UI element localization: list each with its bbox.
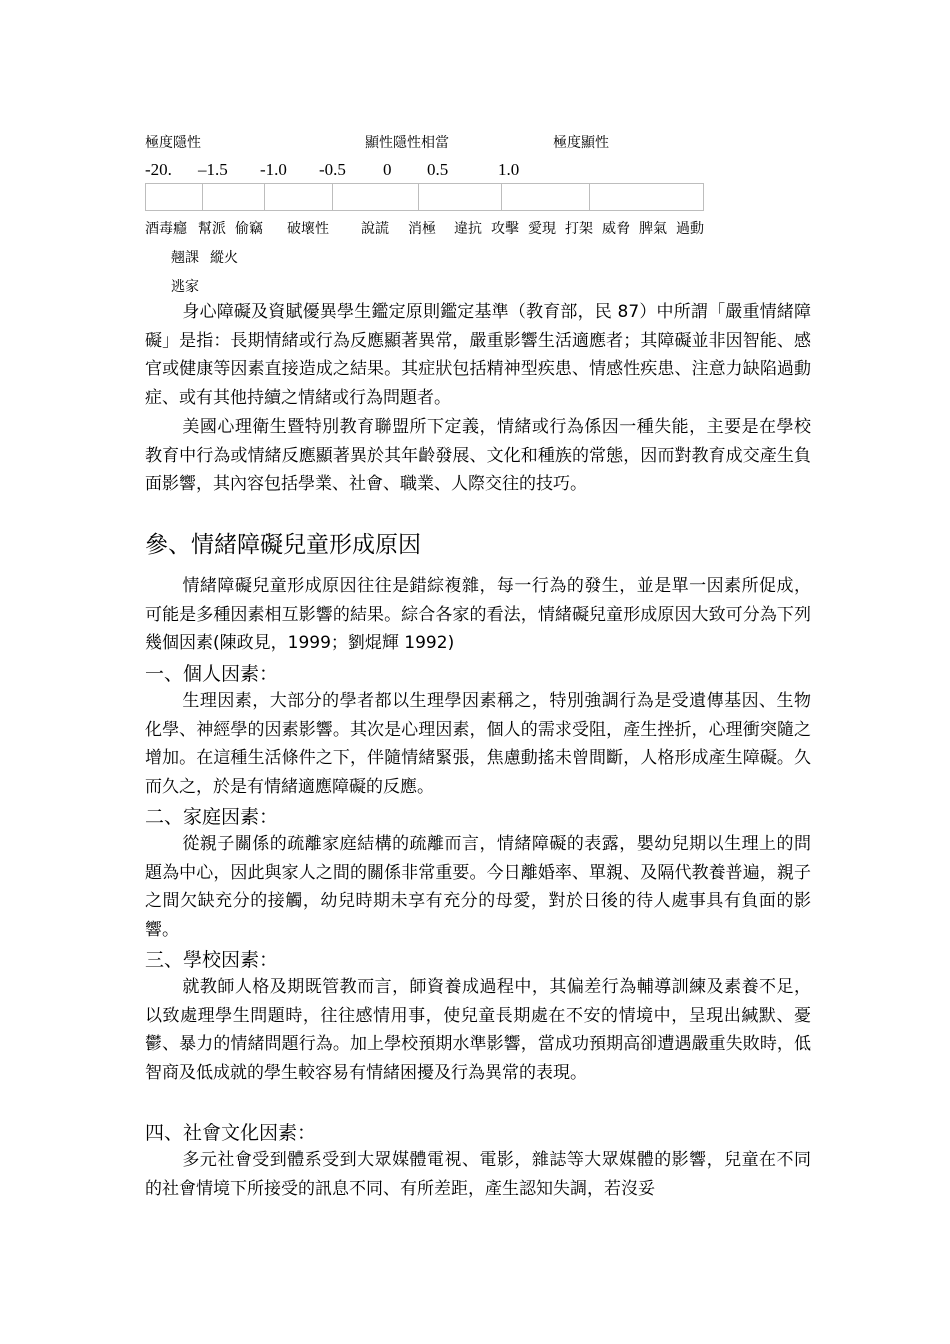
scale-middle-label: 顯性隱性相當 (365, 135, 449, 151)
scale-tick (589, 184, 590, 210)
scale-tick (332, 184, 333, 210)
scale-number: 0.5 (427, 160, 449, 179)
behavior-label: 消極 (408, 221, 436, 237)
paragraph: 就教師人格及期既管教而言，師資養成過程中，其偏差行為輔導訓練及素養不足，以致處理學生問題時，往往感情用事，使兒童長期處在不安的情境中，呈現出緘默、憂鬱、暴力的情緒問題行為。加上學校預期水準影響，當成功預期高卻遭遇嚴重失敗時，低智商及低成就的學生較容易有情緒困擾及行為異常的表現。 (145, 977, 811, 1083)
behavior-label: 說謊 (361, 221, 389, 237)
scale-tick (501, 184, 502, 210)
behavior-label: 打架 (565, 221, 593, 237)
behavior-label: 過動 (676, 221, 704, 237)
behavior-label: 違抗 (454, 221, 482, 237)
subsection-title: 二、家庭因素： (145, 806, 279, 828)
paragraph: 生理因素，大部分的學者都以生理學因素稱之，特別強調行為是受遺傳基因、生物化學、神經學的因素影響。其次是心理因素，個人的需求受阻，產生挫折，心理衝突隨之增加。在這種生活條件之下，伴隨情緒緊張，焦慮動搖未曾間斷，人格形成產生障礙。久而久之，於是有情緒適應障礙的反應。 (145, 691, 811, 797)
paragraph: 情緒障礙兒童形成原因往往是錯綜複雜，每一行為的發生，並是單一因素所促成，可能是多種因素相互影響的結果。綜合各家的看法，情緒礙兒童形成原因大致可分為下列幾個因素(陳政見，1999；劉焜輝 1992) (145, 576, 811, 654)
subsection-title: 三、學校因素： (145, 949, 279, 971)
behavior-label: 攻擊 (491, 221, 519, 237)
scale-number: -0.5 (319, 160, 346, 179)
scale-tick (264, 184, 265, 210)
paragraph: 從親子關係的疏離家庭結構的疏離而言，情緒障礙的表露，嬰幼兒期以生理上的問題為中心，因此與家人之間的關係非常重要。今日離婚率、單親、及隔代教養普遍，親子之間欠缺充分的接觸，幼兒時期未享有充分的母愛，對於日後的待人處事具有負面的影響。 (145, 834, 811, 940)
scale-number: -20. (145, 160, 172, 179)
behavior-label: 破壞性 (287, 221, 329, 237)
scale-right-label: 極度顯性 (553, 135, 609, 151)
behavior-label: 逃家 (171, 279, 199, 295)
scale-number: 1.0 (498, 160, 520, 179)
subsection-title: 一、個人因素： (145, 663, 279, 685)
scale-tick (418, 184, 419, 210)
scale-number: 0 (383, 160, 392, 179)
scale-bar (145, 183, 704, 211)
scale-number: -1.0 (260, 160, 287, 179)
behavior-label: 酒毒癮 (145, 221, 187, 237)
behavior-label: 愛現 (528, 221, 556, 237)
behavior-label: 脾氣 (639, 221, 667, 237)
subsection-title: 四、社會文化因素： (145, 1122, 317, 1144)
behavior-label: 翹課 (171, 250, 199, 266)
paragraph: 身心障礙及資賦優異學生鑑定原則鑑定基準（教育部，民 87）中所謂「嚴重情緒障礙」是指：長期情緒或行為反應顯著異常，嚴重影響生活適應者；其障礙並非因智能、感官或健康等因素直接造成之結果。其症狀包括精神型疾患、情感性疾患、注意力缺陷過動症、或有其他持續之情緒或行為問題者。 (145, 302, 811, 408)
scale-left-label: 極度隱性 (145, 135, 201, 151)
behavior-label: 偷竊 (235, 221, 263, 237)
scale-number: –1.5 (198, 160, 228, 179)
behavior-label: 縱火 (210, 250, 238, 266)
scale-tick (202, 184, 203, 210)
paragraph: 多元社會受到體系受到大眾媒體電視、電影，雜誌等大眾媒體的影響，兒童在不同的社會情境下所接受的訊息不同、有所差距，產生認知失調，若沒妥 (145, 1150, 811, 1199)
behavior-label: 威脅 (602, 221, 630, 237)
paragraph: 美國心理衛生暨特別教育聯盟所下定義，情緒或行為係因一種失能，主要是在學校教育中行為或情緒反應顯著異於其年齡發展、文化和種族的常態，因而對教育成交產生負面影響，其內容包括學業、社會、職業、人際交往的技巧。 (145, 417, 811, 495)
section-title: 參、情緒障礙兒童形成原因 (145, 532, 421, 558)
behavior-label: 幫派 (198, 221, 226, 237)
